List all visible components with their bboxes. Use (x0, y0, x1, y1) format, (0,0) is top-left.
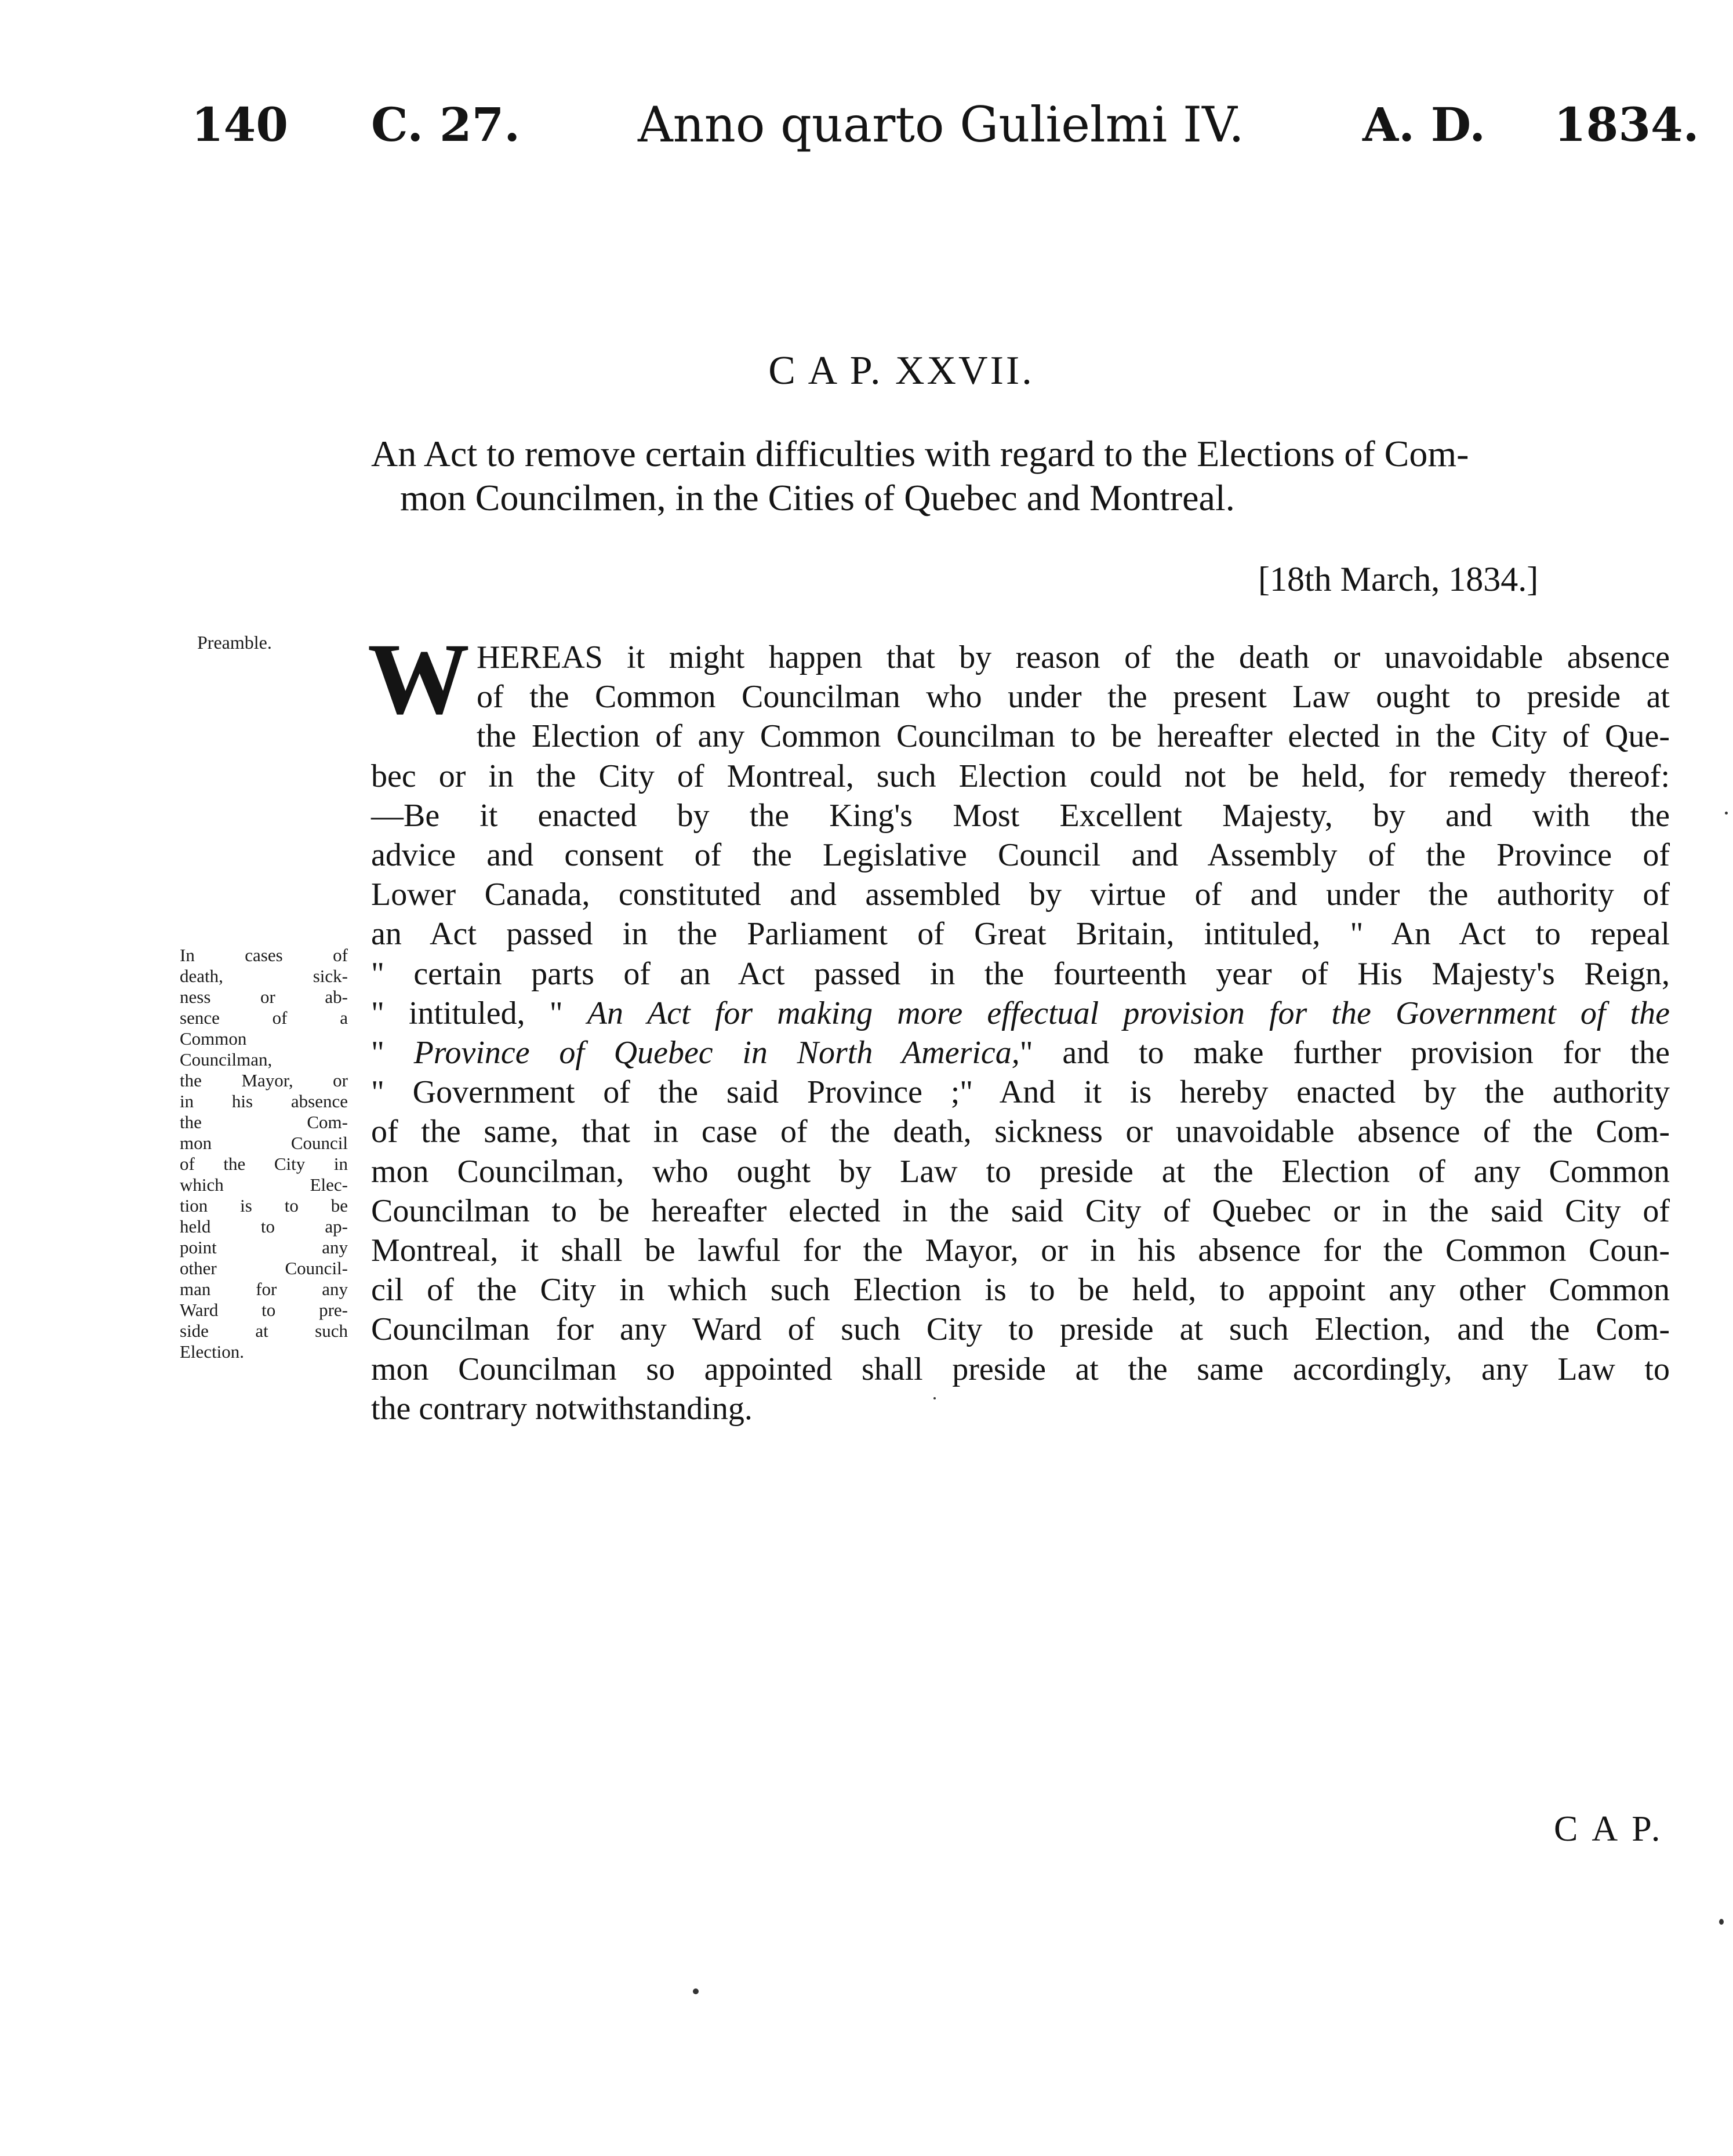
marginal-note-line: Election. (180, 1341, 245, 1362)
marginal-note-preamble: Preamble. (197, 632, 272, 653)
body-line: Councilman to be hereafter elected in the said City of Quebec or in the said City of (371, 1192, 1670, 1229)
marginal-note-line: other Council- (180, 1258, 348, 1278)
print-speck (933, 1397, 936, 1399)
page-number: 140 (191, 97, 288, 152)
cap-heading: C A P. XXVII. (768, 348, 1034, 393)
italic-citation: An Act for making more effectual provision for the Government of the (587, 995, 1670, 1031)
body-line-start: " intituled, " (371, 995, 587, 1031)
marginal-note-line: of the City in (180, 1154, 348, 1174)
catchword: C A P. (1554, 1809, 1664, 1849)
marginal-note-line: tion is to be (180, 1195, 348, 1216)
body-line (371, 1033, 1670, 1072)
italic-citation: Province of Quebec in North America, (413, 1035, 1020, 1071)
marginal-note-line: Common (180, 1028, 247, 1049)
drop-cap: W (368, 623, 470, 736)
print-speck (1725, 812, 1728, 815)
marginal-note-line: the Mayor, or (180, 1070, 348, 1090)
body-line: the Election of any Common Councilman to be hereafter elected in the City of Que- (477, 718, 1670, 755)
running-title: Anno quarto Gulielmi IV. (638, 96, 1244, 153)
marginal-note-line: which Elec- (180, 1175, 348, 1195)
body-line-start: " (371, 1035, 414, 1071)
marginal-note-line: the Com- (180, 1112, 348, 1132)
body-line: mon Councilman so appointed shall preside at the same accordingly, any Law to (371, 1351, 1670, 1387)
act-title-line-2: mon Councilmen, in the Cities of Quebec and Montreal. (400, 477, 1235, 518)
body-line: of the Common Councilman who under the present Law ought to preside at (477, 679, 1670, 715)
marginal-note-line: in his absence (180, 1091, 348, 1111)
body-line: Lower Canada, constituted and assembled by virtue of and under the authority of (371, 877, 1670, 913)
body-line: Councilman for any Ward of such City to preside at such Election, and the Com- (371, 1311, 1670, 1348)
marginal-note-side (180, 945, 348, 1362)
body-line: —Be it enacted by the King's Most Excellent Majesty, by and with the (371, 797, 1670, 834)
body-line: HEREAS it might happen that by reason of the death or unavoidable absence (477, 639, 1670, 675)
print-speck (693, 1988, 699, 1994)
assent-date: [18th March, 1834.] (1258, 560, 1539, 598)
body-line: of the same, that in case of the death, sickness or unavoidable absence of the Com- (371, 1114, 1670, 1150)
chapter-label: C. 27. (371, 97, 521, 152)
marginal-note-line: Ward to pre- (180, 1300, 348, 1320)
anno-domini: A. D. (1363, 97, 1486, 152)
marginal-note-line: man for any (180, 1279, 348, 1299)
body-line: " certain parts of an Act passed in the fourteenth year of His Majesty's Reign, (371, 955, 1670, 992)
marginal-note-line: ness or ab- (180, 987, 348, 1007)
body-line: an Act passed in the Parliament of Great Britain, intituled, " An Act to repeal (371, 916, 1670, 952)
body-line: " Government of the said Province ;" And it is hereby enacted by the authority (371, 1074, 1670, 1111)
marginal-note-line: point any (180, 1237, 348, 1257)
marginal-note-line: held to ap- (180, 1216, 348, 1237)
marginal-note-line: sence of a (180, 1008, 348, 1028)
act-title (371, 432, 1670, 520)
body-line: Montreal, it shall be lawful for the Mayor, or in his absence for the Common Coun- (371, 1232, 1670, 1269)
running-year: 1834. (1554, 97, 1699, 152)
body-line: the contrary notwithstanding. (371, 1390, 753, 1427)
marginal-note-line: In cases of (180, 945, 348, 965)
body-line: bec or in the City of Montreal, such Election could not be held, for remedy thereof: (371, 758, 1670, 794)
marginal-note-line: death, sick- (180, 966, 348, 986)
marginal-note-line: mon Council (180, 1133, 348, 1153)
act-title-line-1: An Act to remove certain difficulties with regard to the Elections of Com- (371, 433, 1469, 474)
body-line: advice and consent of the Legislative Council and Assembly of the Province of (371, 837, 1670, 874)
marginal-note-line: Councilman, (180, 1049, 273, 1070)
enactment-body (368, 623, 1670, 1428)
body-line (371, 994, 1670, 1033)
body-line: cil of the City in which such Election is to be held, to appoint any other Common (371, 1272, 1670, 1308)
body-line: mon Councilman, who ought by Law to preside at the Election of any Common (371, 1153, 1670, 1190)
print-speck (1719, 1919, 1724, 1925)
marginal-note-line: side at such (180, 1321, 348, 1341)
body-line-end: " and to make further provision for the (1019, 1035, 1670, 1071)
